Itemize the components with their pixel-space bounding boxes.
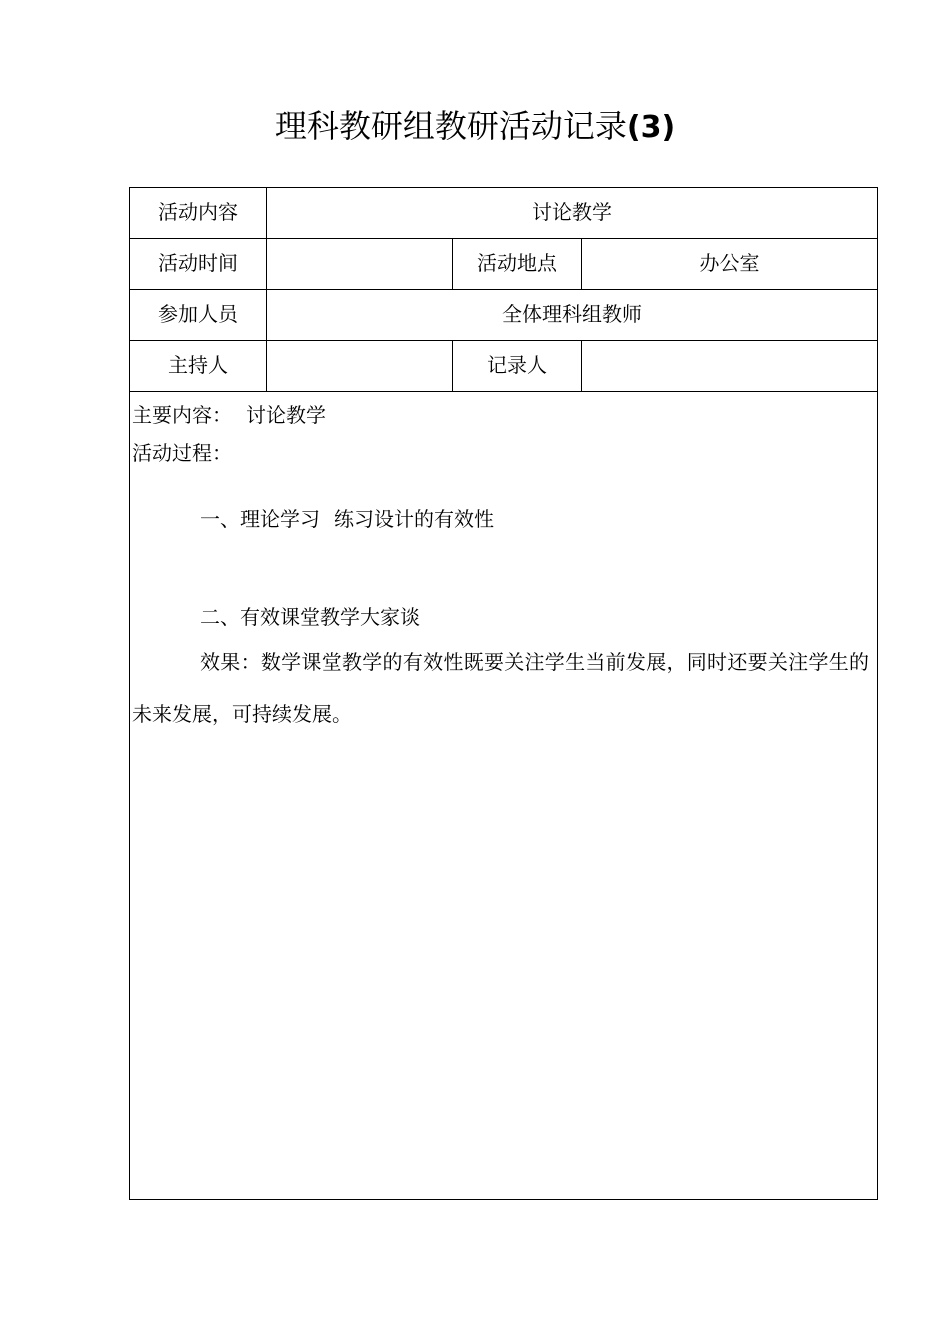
recorder-value [582, 341, 878, 392]
activity-place-label: 活动地点 [453, 239, 582, 290]
participants-label: 参加人员 [130, 290, 267, 341]
process-item-1-heading: 一、理论学习 [200, 507, 320, 531]
process-item-1 [132, 500, 869, 538]
host-label: 主持人 [130, 341, 267, 392]
activity-record-table [129, 187, 878, 1200]
row-host-recorder [130, 341, 878, 392]
process-item-1-topic: 练习设计的有效性 [334, 507, 494, 531]
activity-content-label: 活动内容 [130, 188, 267, 239]
participants-value: 全体理科组教师 [267, 290, 878, 341]
recorder-label: 记录人 [453, 341, 582, 392]
main-content-value: 讨论教学 [246, 403, 326, 427]
page-title-main: 理科教研组教研活动记录 [274, 107, 627, 145]
main-content-line [132, 396, 869, 434]
page-title [0, 104, 950, 150]
row-body [130, 392, 878, 1200]
activity-content-value: 讨论教学 [267, 188, 878, 239]
main-content-label: 主要内容： [132, 403, 232, 427]
record-body [130, 392, 878, 1200]
row-participants [130, 290, 878, 341]
activity-time-value [267, 239, 453, 290]
activity-place-value: 办公室 [582, 239, 878, 290]
effect-paragraph: 效果：数学课堂教学的有效性既要关注学生当前发展，同时还要关注学生的未来发展，可持续发展。 [132, 650, 870, 726]
process-label: 活动过程： [132, 441, 232, 465]
activity-time-label: 活动时间 [130, 239, 267, 290]
row-activity-time-place [130, 239, 878, 290]
page-title-number: (3) [626, 110, 676, 145]
row-activity-content [130, 188, 878, 239]
process-item-2: 二、有效课堂教学大家谈 [200, 605, 420, 629]
host-value [267, 341, 453, 392]
